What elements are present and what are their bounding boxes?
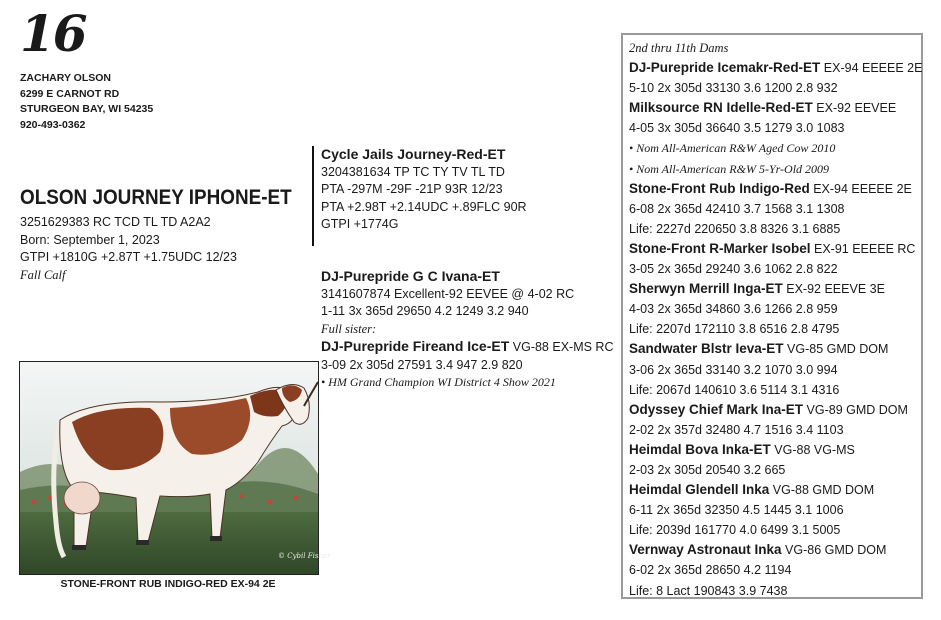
dam-entry-heading: [629, 58, 922, 78]
dam-entry-class: VG-89 GMD DOM: [803, 402, 908, 417]
sister-heading: [321, 338, 613, 357]
dam-entry-heading: [629, 98, 922, 118]
dam-entry-record: 2-03 2x 305d 20540 3.2 665: [629, 462, 786, 477]
animal-name: OLSON JOURNEY IPHONE-ET: [20, 186, 292, 209]
dam-entry-name: Odyssey Chief Mark Ina-ET: [629, 401, 804, 417]
owner-block: [20, 71, 153, 133]
dam-entry-class: EX-94 EEEEE 2E: [820, 61, 923, 76]
sire-line3: PTA +2.98T +2.14UDC +.89FLC 90R: [321, 199, 527, 214]
photo-caption: STONE-FRONT RUB INDIGO-RED EX-94 2E: [60, 578, 276, 590]
dam-entry-record: 6-08 2x 365d 42410 3.7 1568 3.1 1308: [629, 201, 845, 216]
owner-name: ZACHARY OLSON: [20, 72, 112, 84]
dam-entry-heading: [629, 339, 922, 359]
owner-address2: STURGEON BAY, WI 54235: [20, 103, 154, 115]
sire-name: Cycle Jails Journey-Red-ET: [321, 146, 506, 162]
dam-entry-heading: [629, 480, 922, 500]
dam-entry-heading: [629, 440, 922, 460]
sister-class: VG-88 EX-MS RC: [509, 340, 614, 354]
dam-entry-class: VG-88 VG-MS: [770, 442, 855, 457]
animal-born: Born: September 1, 2023: [20, 232, 160, 247]
dam-entry-record: Life: 2207d 172110 3.8 6516 2.8 4795: [629, 322, 840, 337]
sister-name: DJ-Purepride Fireand Ice-ET: [321, 338, 510, 354]
dam-line2: 1-11 3x 365d 29650 4.2 1249 3.2 940: [321, 304, 529, 318]
dam-entry-class: EX-94 EEEEE 2E: [809, 181, 912, 196]
sire-divider: [312, 146, 314, 246]
dam-entry-heading: [629, 540, 922, 560]
dam-entry-record: 4-05 3x 305d 36640 3.5 1279 3.0 1083: [629, 121, 845, 136]
animal-id-line: 3251629383 RC TCD TL TD A2A2: [20, 215, 211, 229]
dam-entry-name: Heimdal Bova Inka-ET: [629, 441, 771, 457]
dam-entry-name: Stone-Front R-Marker Isobel: [629, 240, 811, 256]
dam-entry-record: 6-02 2x 365d 28650 4.2 1194: [629, 563, 792, 578]
full-sister-label: Full sister:: [321, 321, 377, 336]
photo-watermark: © Cybil Fisher: [278, 552, 331, 560]
dam-entry-name: DJ-Purepride Icemakr-Red-ET: [629, 60, 821, 76]
dam-entry-heading: [629, 279, 922, 299]
dam-entry-record: 5-10 2x 305d 33130 3.6 1200 2.8 932: [629, 81, 838, 96]
dam-entry-name: Vernway Astronaut Inka: [629, 542, 782, 558]
animal-gtpi: GTPI +1810G +2.87T +1.75UDC 12/23: [20, 250, 237, 264]
dam-entry-record: 3-05 2x 365d 29240 3.6 1062 2.8 822: [629, 262, 838, 277]
dam-entry-class: VG-88 GMD DOM: [769, 483, 875, 498]
sire-line2: PTA -297M -29F -21P 93R 12/23: [321, 182, 503, 196]
animal-details: [20, 214, 237, 284]
dam-entry-name: Sherwyn Merrill Inga-ET: [629, 281, 783, 297]
dam-entry-record: 2-02 2x 357d 32480 4.7 1516 3.4 1103: [629, 422, 844, 437]
animal-class: Fall Calf: [20, 267, 66, 282]
dam-entry-record: 6-11 2x 365d 32350 4.5 1445 3.1 1006: [629, 503, 844, 518]
owner-address1: 6299 E CARNOT RD: [20, 87, 120, 100]
sire-line4: GTPI +1774G: [321, 217, 399, 231]
sister-record: 3-09 2x 305d 27591 3.4 947 2.9 820: [321, 357, 523, 372]
dams-list: [629, 38, 922, 601]
dam-line1: 3141607874 Excellent-92 EEVEE @ 4-02 RC: [321, 286, 575, 301]
dam-name: DJ-Purepride G C Ivana-ET: [321, 268, 500, 284]
dam-entry-class: EX-92 EEEVE 3E: [782, 282, 885, 297]
owner-phone: 920-493-0362: [20, 118, 86, 131]
dam-entry-record: Life: 8 Lact 190843 3.9 7438: [629, 583, 788, 598]
dam-entry-record: 3-06 2x 365d 33140 3.2 1070 3.0 994: [629, 362, 838, 377]
sire-block: [321, 146, 527, 234]
sire-line1: 3204381634 TP TC TY TV TL TD: [321, 164, 505, 179]
dam-entry-record: Life: 2039d 161770 4.0 6499 3.1 5005: [629, 523, 841, 538]
dam-entry-note: • Nom All-American R&W 5-Yr-Old 2009: [629, 161, 830, 176]
dams-header: 2nd thru 11th Dams: [629, 41, 729, 55]
cow-illustration: [20, 362, 331, 574]
dam-entry-record: 4-03 2x 365d 34860 3.6 1266 2.8 959: [629, 302, 838, 317]
dam-entry-name: Sandwater Blstr Ieva-ET: [629, 341, 784, 357]
dam-block: [321, 268, 613, 392]
dam-entry-class: EX-91 EEEEE RC: [810, 241, 916, 256]
dam-entry-class: VG-85 GMD DOM: [783, 342, 889, 357]
dam-entry-name: Milksource RN Idelle-Red-ET: [629, 100, 813, 116]
dam-entry-record: Life: 2227d 220650 3.8 8326 3.1 6885: [629, 221, 841, 236]
dam-entry-heading: [629, 400, 922, 420]
sister-note: • HM Grand Champion WI District 4 Show 2021: [321, 375, 556, 389]
dam-entry-name: Stone-Front Rub Indigo-Red: [629, 180, 810, 196]
dam-entry-record: Life: 2067d 140610 3.6 5114 3.1 4316: [629, 382, 840, 397]
dam-entry-heading: [629, 239, 922, 259]
dam-entry-name: Heimdal Glendell Inka: [629, 482, 770, 498]
dam-entry-class: VG-86 GMD DOM: [781, 543, 887, 558]
dam-entry-heading: [629, 179, 922, 199]
dam-entry-note: • Nom All-American R&W Aged Cow 2010: [629, 141, 836, 156]
dam-entry-class: EX-92 EEVEE: [812, 101, 897, 116]
lot-number: 16: [20, 4, 86, 63]
cow-photo: [19, 361, 331, 575]
